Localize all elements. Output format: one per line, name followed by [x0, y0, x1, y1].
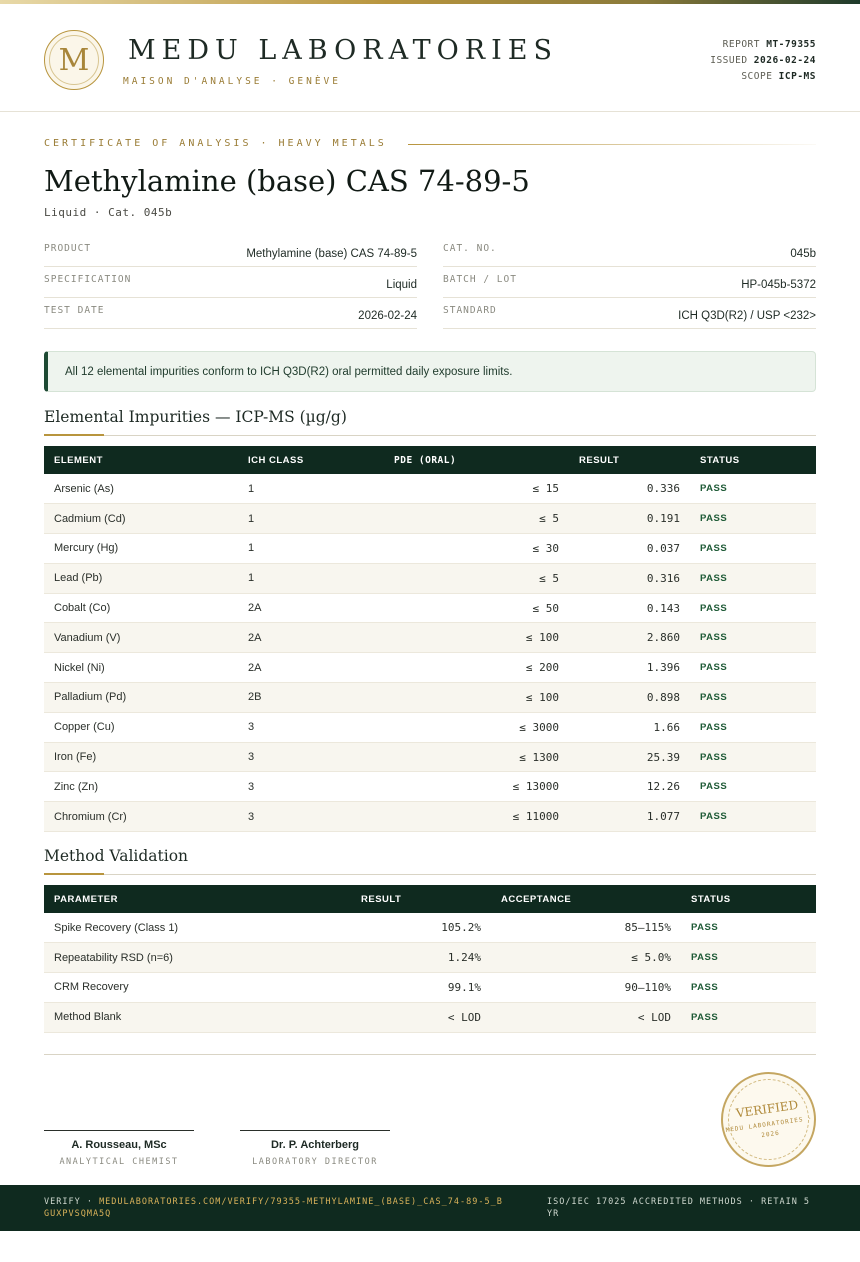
eyebrow-rule — [408, 144, 816, 145]
cell-parameter: CRM Recovery — [44, 973, 351, 1003]
info-grid-right — [443, 236, 816, 329]
signature-analyst: A. Rousseau, MSc ANALYTICAL CHEMIST — [44, 1130, 194, 1167]
cell-pde: ≤ 1300 — [384, 742, 569, 772]
status-badge: PASS — [690, 772, 816, 802]
cell-result: 25.39 — [569, 742, 690, 772]
table-row — [44, 1002, 816, 1032]
col-parameter: PARAMETER — [54, 893, 118, 905]
cell-ich-class: 2A — [238, 653, 384, 683]
cell-result: 0.191 — [569, 504, 690, 534]
cell-result: < LOD — [351, 1002, 491, 1032]
info-row-batch-lot: BATCH / LOT HP-045b-5372 — [443, 267, 816, 298]
cell-ich-class: 2A — [238, 593, 384, 623]
cell-result: 0.336 — [569, 474, 690, 504]
retention-note: ISO/IEC 17025 ACCREDITED METHODS · RETAIN 5 YR — [547, 1197, 811, 1219]
cell-acceptance: < LOD — [491, 1002, 681, 1032]
cell-element: Chromium (Cr) — [44, 802, 238, 832]
cell-result: 1.396 — [569, 653, 690, 683]
lab-logo — [44, 30, 104, 90]
status-badge: PASS — [690, 683, 816, 713]
table-row — [44, 653, 816, 683]
status-badge: PASS — [690, 653, 816, 683]
table-row — [44, 504, 816, 534]
impurities-section-title: Elemental Impurities — ICP-MS (µg/g) — [44, 408, 347, 426]
impurities-table — [44, 446, 816, 832]
cell-result: 0.143 — [569, 593, 690, 623]
col-result: RESULT — [579, 454, 620, 466]
cell-element: Vanadium (V) — [44, 623, 238, 653]
validation-section-head — [44, 847, 816, 875]
report-meta — [710, 37, 816, 85]
section-accent — [44, 434, 104, 436]
document-eyebrow: CERTIFICATE OF ANALYSIS · HEAVY METALS — [44, 138, 387, 149]
cell-result: 1.66 — [569, 712, 690, 742]
table-row — [44, 802, 816, 832]
table-row — [44, 772, 816, 802]
cell-pde: ≤ 100 — [384, 623, 569, 653]
status-badge: PASS — [681, 1002, 816, 1032]
cell-parameter: Spike Recovery (Class 1) — [44, 913, 351, 943]
table-row — [44, 742, 816, 772]
cell-result: 99.1% — [351, 973, 491, 1003]
brand-name: MEDU LABORATORIES — [128, 35, 558, 66]
cell-ich-class: 2B — [238, 683, 384, 713]
status-badge: PASS — [690, 534, 816, 564]
cell-element: Cobalt (Co) — [44, 593, 238, 623]
cell-result: 0.037 — [569, 534, 690, 564]
status-badge: PASS — [690, 474, 816, 504]
status-badge: PASS — [690, 712, 816, 742]
info-row-standard: STANDARD ICH Q3D(R2) / USP <232> — [443, 298, 816, 329]
table-row — [44, 712, 816, 742]
info-grid-left — [44, 236, 417, 329]
status-badge: PASS — [681, 913, 816, 943]
cell-pde: ≤ 15 — [384, 474, 569, 504]
cell-result: 12.26 — [569, 772, 690, 802]
meta-report: REPORT MT-79355 — [722, 39, 816, 50]
section-accent — [44, 873, 104, 875]
status-badge: PASS — [690, 504, 816, 534]
cell-ich-class: 3 — [238, 772, 384, 802]
cell-element: Iron (Fe) — [44, 742, 238, 772]
cell-acceptance: 90–110% — [491, 973, 681, 1003]
validation-section-title: Method Validation — [44, 847, 189, 865]
cell-acceptance: 85–115% — [491, 913, 681, 943]
impurities-section-head — [44, 408, 816, 436]
cell-ich-class: 1 — [238, 534, 384, 564]
cell-element: Mercury (Hg) — [44, 534, 238, 564]
table-row — [44, 623, 816, 653]
status-badge: PASS — [690, 593, 816, 623]
signature-divider — [44, 1054, 816, 1055]
table-row — [44, 593, 816, 623]
col-val-status: STATUS — [691, 893, 731, 905]
table-row — [44, 474, 816, 504]
cell-pde: ≤ 50 — [384, 593, 569, 623]
verify-line: VERIFY · MEDULABORATORIES.COM/VERIFY/79355-METHYLAMINE_(BASE)_CAS_74-89-5_BGUXPVSQMA5Q — [44, 1197, 503, 1219]
table-row — [44, 683, 816, 713]
page-title: Methylamine (base) CAS 74-89-5 — [44, 164, 530, 198]
status-badge: PASS — [690, 563, 816, 593]
cell-result: 1.24% — [351, 943, 491, 973]
cell-element: Palladium (Pd) — [44, 683, 238, 713]
cell-pde: ≤ 13000 — [384, 772, 569, 802]
info-row-cat-no: CAT. NO. 045b — [443, 236, 816, 267]
col-acceptance: ACCEPTANCE — [501, 893, 572, 905]
cell-ich-class: 1 — [238, 474, 384, 504]
impurities-header-row — [44, 446, 816, 474]
cell-pde: ≤ 100 — [384, 683, 569, 713]
meta-issued: ISSUED 2026-02-24 — [710, 55, 816, 66]
cell-ich-class: 3 — [238, 712, 384, 742]
info-row-test-date: TEST DATE 2026-02-24 — [44, 298, 417, 329]
info-row-product: PRODUCT Methylamine (base) CAS 74-89-5 — [44, 236, 417, 267]
cell-result: 105.2% — [351, 913, 491, 943]
col-pde: PDE (ORAL) — [394, 454, 457, 466]
page-subtitle: Liquid · Cat. 045b — [44, 206, 173, 219]
logo-letter: M — [58, 42, 90, 78]
cell-element: Zinc (Zn) — [44, 772, 238, 802]
table-row — [44, 534, 816, 564]
status-badge: PASS — [681, 943, 816, 973]
status-badge: PASS — [690, 623, 816, 653]
cell-element: Copper (Cu) — [44, 712, 238, 742]
cell-parameter: Repeatability RSD (n=6) — [44, 943, 351, 973]
cell-element: Lead (Pb) — [44, 563, 238, 593]
report-footer — [0, 1185, 860, 1231]
col-ich-class: ICH CLASS — [248, 454, 304, 466]
status-badge: PASS — [690, 742, 816, 772]
meta-scope: SCOPE ICP-MS — [741, 71, 816, 82]
col-status: STATUS — [700, 454, 740, 466]
cell-element: Arsenic (As) — [44, 474, 238, 504]
table-row — [44, 913, 816, 943]
cell-ich-class: 3 — [238, 802, 384, 832]
cell-pde: ≤ 11000 — [384, 802, 569, 832]
table-row — [44, 563, 816, 593]
cell-element: Cadmium (Cd) — [44, 504, 238, 534]
cell-pde: ≤ 200 — [384, 653, 569, 683]
col-val-result: RESULT — [361, 893, 402, 905]
col-element: ELEMENT — [54, 454, 103, 466]
verify-link[interactable]: MEDULABORATORIES.COM/VERIFY/79355-METHYLAMINE_(BASE)_CAS_74-89-5_BGUXPVSQMA5Q — [44, 1197, 503, 1219]
cell-ich-class: 3 — [238, 742, 384, 772]
verified-seal: VERIFIED MEDU LABORATORIES · 2026 — [715, 1066, 822, 1173]
impurities-body — [44, 474, 816, 832]
cell-ich-class: 2A — [238, 623, 384, 653]
validation-header-row — [44, 885, 816, 913]
table-row — [44, 943, 816, 973]
report-header — [0, 4, 860, 112]
cell-pde: ≤ 5 — [384, 563, 569, 593]
cell-element: Nickel (Ni) — [44, 653, 238, 683]
table-row — [44, 973, 816, 1003]
cell-parameter: Method Blank — [44, 1002, 351, 1032]
validation-table — [44, 885, 816, 1033]
cell-pde: ≤ 5 — [384, 504, 569, 534]
cell-result: 0.898 — [569, 683, 690, 713]
info-row-specification: SPECIFICATION Liquid — [44, 267, 417, 298]
cell-pde: ≤ 3000 — [384, 712, 569, 742]
cell-result: 0.316 — [569, 563, 690, 593]
cell-acceptance: ≤ 5.0% — [491, 943, 681, 973]
cell-pde: ≤ 30 — [384, 534, 569, 564]
brand-subtitle: MAISON D'ANALYSE · GENÈVE — [123, 76, 341, 87]
status-badge: PASS — [681, 973, 816, 1003]
signature-director: Dr. P. Achterberg LABORATORY DIRECTOR — [240, 1130, 390, 1167]
status-badge: PASS — [690, 802, 816, 832]
cell-ich-class: 1 — [238, 504, 384, 534]
validation-body — [44, 913, 816, 1032]
conformance-notice: All 12 elemental impurities conform to ICH Q3D(R2) oral permitted daily exposure limits. — [44, 351, 816, 392]
cell-result: 2.860 — [569, 623, 690, 653]
cell-result: 1.077 — [569, 802, 690, 832]
cell-ich-class: 1 — [238, 563, 384, 593]
